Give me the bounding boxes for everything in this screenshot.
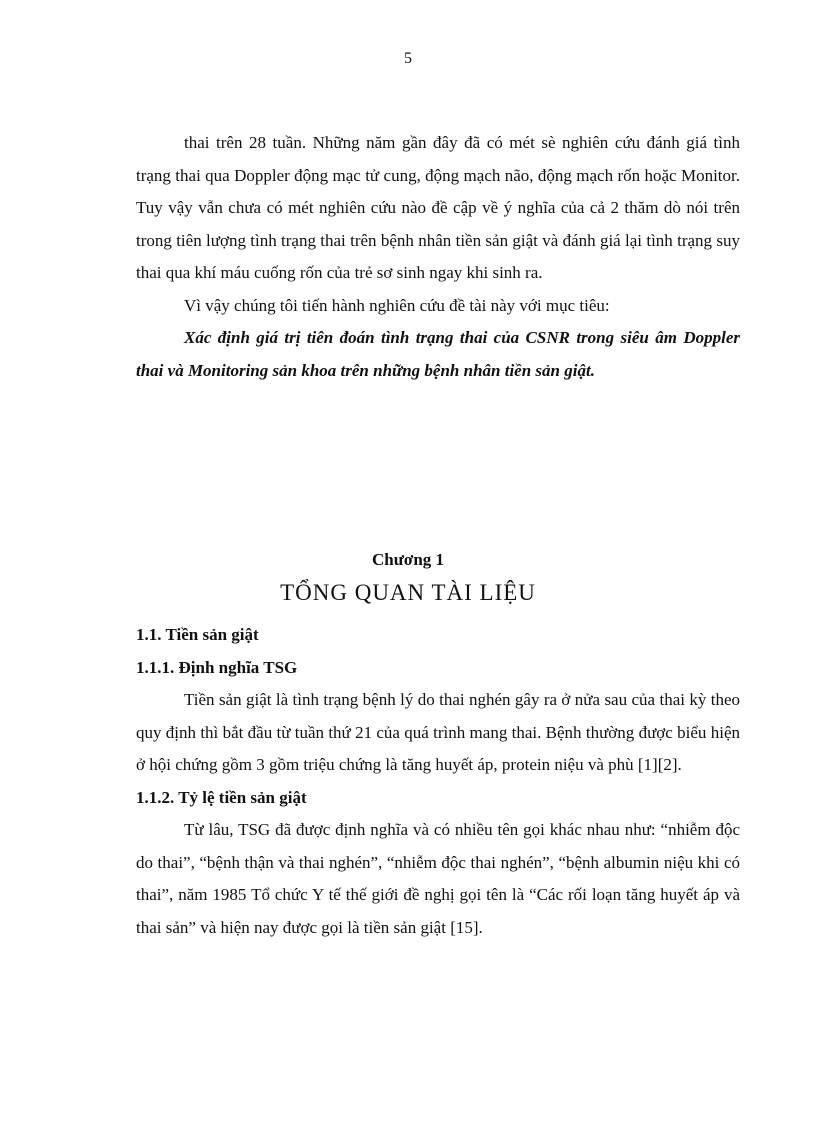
page-number: 5 <box>404 50 412 67</box>
definition-paragraph: Tiền sản giật là tình trạng bệnh lý do thai nghén gây ra ở nửa sau của thai kỳ theo quy định thì bắt đầu từ tuần thứ 21 của quá trình mang thai. Bệnh thường được biểu hiện ở hội chứng gồm 3 gồm triệu chứng là tăng huyết áp, protein niệu và phù [1][2]. <box>136 690 740 774</box>
history-paragraph: Từ lâu, TSG đã được định nghĩa và có nhiều tên gọi khác nhau như: “nhiễm độc do thai”, “bệnh thận và thai nghén”, “nhiễm độc thai nghén”, “bệnh albumin niệu khi có thai”, năm 1985 Tổ chức Y tế thế giới đề nghị gọi tên là “Các rối loạn tăng huyết áp và thai sản” và hiện nay được gọi là tiền sản giật [15]. <box>136 820 740 937</box>
intro-paragraph: thai trên 28 tuần. Những năm gần đây đã có mét sè nghiên cứu đánh giá tình trạng thai qua Doppler động mạc tử cung, động mạch não, động mạch rốn hoặc Monitor. Tuy vậy vẫn chưa có mét nghiên cứu nào đề cập về ý nghĩa của cả 2 thăm dò nói trên trong tiên lượng tình trạng thai trên bệnh nhân tiền sản giật và đánh giá lại tình trạng suy thai qua khí máu cuống rốn của trẻ sơ sinh ngay khi sinh ra. <box>136 133 740 282</box>
research-objective: Xác định giá trị tiên đoán tình trạng thai của CSNR trong siêu âm Doppler thai và Monitoring sản khoa trên những bệnh nhân tiền sản giật. <box>136 328 740 380</box>
chapter-label: Chương 1 <box>371 550 445 569</box>
chapter-title: TỔNG QUAN TÀI LIỆU <box>280 580 536 605</box>
intro-paragraph-goal: Vì vậy chúng tôi tiến hành nghiên cứu đề tài này với mục tiêu: <box>184 295 610 315</box>
section-heading-1-1-2: 1.1.2. Tỷ lệ tiền sản giật <box>136 787 307 807</box>
intro-section <box>136 127 740 387</box>
chapter-content <box>136 619 740 944</box>
section-heading-1-1: 1.1. Tiền sản giật <box>136 625 259 644</box>
section-heading-1-1-1: 1.1.1. Định nghĩa TSG <box>136 657 298 677</box>
